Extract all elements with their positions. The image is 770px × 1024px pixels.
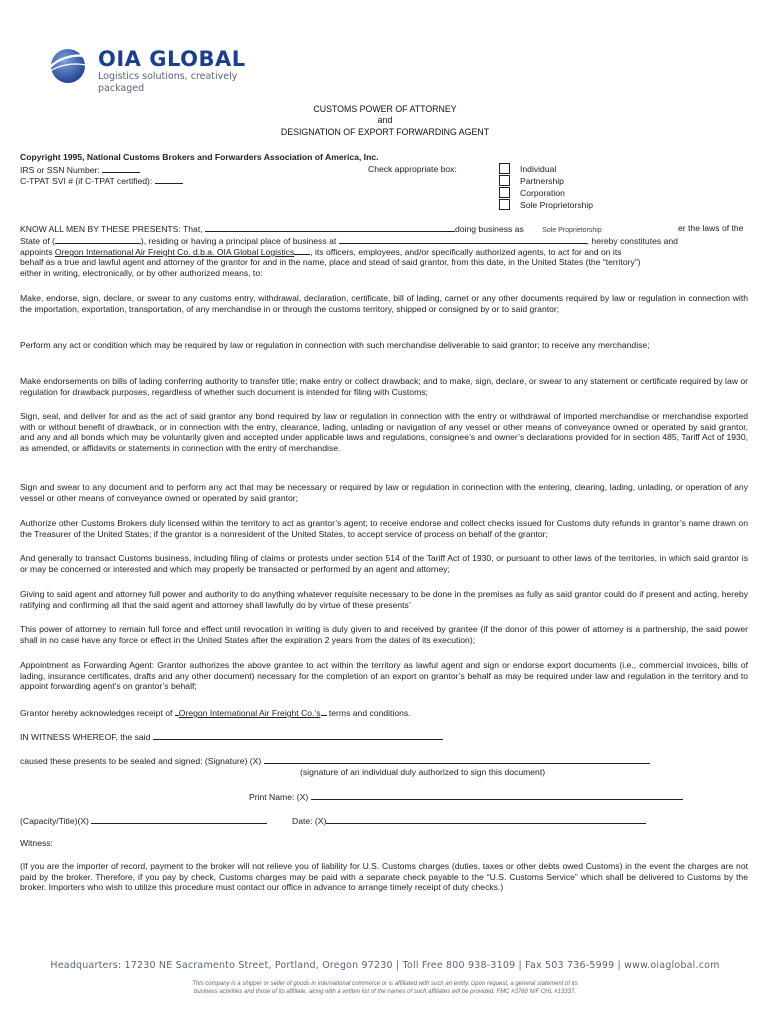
state-input-line[interactable] xyxy=(55,235,141,244)
acknowledge-line xyxy=(20,707,411,719)
importer-notice: (If you are the importer of record, payment to the broker will not relieve you of liability for U.S. Customs charges (duties, taxes or other debts owed Customs) in the event the charges are not paid by the broker. Therefore, if you pay by check, Customs charges may be paid with a separate check payable to the “U.S. Customs Service” which shall be delivered to Customs by the broker. Importers who wish to utilize this procedure must contact our office in advance to arrange timely receipt of duty checks.) xyxy=(20,861,748,893)
witness-label: Witness: xyxy=(20,838,53,848)
paragraph-customs-business: And generally to transact Customs business, including filing of claims or protests under section 514 of the Tariff Act of 1930, or pursuant to other laws of the territories, in which said grantor is or may be concerned or interested and which may properly be transacted or performed by an agent and attorney; xyxy=(20,553,748,574)
ack-line-tail xyxy=(321,707,327,716)
know-line-3 xyxy=(20,246,750,258)
capacity-line xyxy=(20,815,267,827)
laws-text: er the laws of the xyxy=(678,223,744,233)
print-name-label: Print Name: (X) xyxy=(249,792,309,802)
signature-line xyxy=(20,755,650,767)
paragraph-customs-entry: Make, endorse, sign, declare, or swear to any customs entry, withdrawal, declaration, certificate, bill of lading, carnet or any other documents required by law or regulation in connection with the importation, exportation, transportation, of any merchandise in or through the customs territory, shipped or consigned by or to said grantor; xyxy=(20,293,748,314)
date-label: Date: (X) xyxy=(292,816,327,826)
agent-name: Oregon International Air Freight Co. d.b.a. OIA Global Logistics xyxy=(54,247,295,257)
appoints-text: , its officers, employees, and/or specifically authorized agents, to act for and on its xyxy=(310,247,622,257)
checkbox-individual[interactable] xyxy=(499,163,510,174)
witness-whereof-line xyxy=(20,731,443,743)
know-line-2 xyxy=(20,235,750,247)
checkbox-corporation[interactable] xyxy=(499,187,510,198)
capacity-input-line[interactable] xyxy=(91,815,267,824)
dba-label: doing business as xyxy=(455,224,524,234)
constitutes-text: , hereby constitutes and xyxy=(586,236,678,246)
brand-tagline: Logistics solutions, creatively packaged xyxy=(98,71,238,94)
checkbox-sole-proprietorship[interactable] xyxy=(499,199,510,210)
footer-fineprint-1: This company is a shipper or seller of goods in international commerce or is affiliated with such an entity. Upon request, a general statement of its xyxy=(192,981,578,987)
paragraph-perform-act: Perform any act or condition which may be required by law or regulation in connection with such merchandise deliverable to said grantor; to receive any merchandise; xyxy=(20,340,650,350)
option-sole-proprietorship: Sole Proprietorship xyxy=(520,200,594,210)
globe-icon xyxy=(44,44,92,88)
irs-label: IRS or SSN Number: xyxy=(20,165,100,175)
check-label: Check appropriate box: xyxy=(368,164,457,174)
date-line xyxy=(292,815,646,827)
witness-whereof-text: IN WITNESS WHEREOF, the said xyxy=(20,732,151,742)
know-line-5: either in writing, electronically, or by other authorized means, to: xyxy=(20,268,263,278)
copyright-line: Copyright 1995, National Customs Brokers and Forwarders Association of America, Inc. xyxy=(20,152,379,162)
paragraph-bonds: Sign, seal, and deliver for and as the act of said grantor any bond required by law or regulation in connection with the entry or withdrawal of imported merchandise or merchandise exported with or without benefit of drawback, or in connection with the entry, clearance, lading, unlading or navigation of any vessel or other means of conveyance owned or operated by said grantor, and any and all bonds which may be voluntarily given and accepted under applicable laws and regulations, consignee’s and owner’s declarations provided for in section 485, Tariff Act of 1930, as amended, or affidavits or statements in connection with the entry of merchandise. xyxy=(20,411,748,453)
state-label: State of ( xyxy=(20,236,55,246)
signature-input-line[interactable] xyxy=(264,755,650,764)
address-input-line[interactable] xyxy=(339,235,587,244)
company-logo xyxy=(44,44,284,94)
caused-text: caused these presents to be sealed and signed: (Signature) (X) xyxy=(20,756,262,766)
paragraph-full-power: Giving to said agent and attorney full power and authority to do anything whatever requisite necessary to be done in the premises as fully as said grantor could do if present and acting, hereby ratifying and confirming all that the said agent and attorney shall lawfully do by virtue of these presents’ xyxy=(20,589,748,610)
know-intro: KNOW ALL MEN BY THESE PRESENTS: That, xyxy=(20,224,203,234)
signature-note: (signature of an individual duly authorized to sign this document) xyxy=(300,767,546,777)
print-name-input-line[interactable] xyxy=(311,791,683,800)
grantor-name-line[interactable] xyxy=(205,223,455,232)
ctpat-field[interactable] xyxy=(20,175,183,187)
irs-input-line[interactable] xyxy=(102,164,140,173)
brand-name: OIA GLOBAL xyxy=(98,47,246,71)
doc-title-and: and xyxy=(377,115,393,125)
know-line-4: behalf as a true and lawful agent and attorney of the grantor for and in the name, place and stead of said grantor, from this date, in the United States (the “territory”) xyxy=(20,257,641,267)
doc-subtitle: DESIGNATION OF EXPORT FORWARDING AGENT xyxy=(280,127,490,137)
checkbox-partnership[interactable] xyxy=(499,175,510,186)
terms-text: terms and conditions. xyxy=(328,708,411,718)
dba-value[interactable]: Sole Proprietorship xyxy=(542,227,602,234)
irs-field[interactable] xyxy=(20,164,140,176)
option-partnership: Partnership xyxy=(520,176,564,186)
appoints-label: appoints xyxy=(20,247,53,257)
ctpat-input-line[interactable] xyxy=(155,175,183,184)
grantor-signature-name-line[interactable] xyxy=(153,731,443,740)
agent-line-tail xyxy=(294,246,310,255)
paragraph-forwarding-agent: Appointment as Forwarding Agent: Grantor authorizes the above grantee to act within the territory as lawful agent and sign or endorse export documents (i.e., commercial invoices, bills of lading, insurance certificates, drafts and any other document) necessary for the completion of an export on grantor’s behalf as may be required under law and regulation in the territory and to appoint forwarding agent’s on grantor’s behalf; xyxy=(20,660,748,692)
footer-fineprint-2: business activities and those of its affiliate, along with a written list of the names of such affiliates will be provided. FMC #3760 N/F CHL #13337. xyxy=(194,989,576,995)
footer-headquarters: Headquarters: 17230 NE Sacramento Street, Portland, Oregon 97230 | Toll Free 800 938-3109 | Fax 503 736-5999 | www.oiaglobal.com xyxy=(50,960,720,971)
capacity-label: (Capacity/Title)(X) xyxy=(20,816,89,826)
acknowledge-text: Grantor hereby acknowledges receipt of xyxy=(20,708,173,718)
paragraph-endorsements: Make endorsements on bills of lading conferring authority to transfer title; make entry or collect drawback; and to make, sign, declare, or swear to any statement or certificate required by law or regulation for drawback purposes, regardless of whether such document is intended for filing with Customs; xyxy=(20,376,748,397)
ctpat-label: C-TPAT SVI # (if C-TPAT certified): xyxy=(20,176,153,186)
print-name-line xyxy=(249,791,683,803)
acknowledge-company: Oregon International Air Freight Co.’s xyxy=(178,708,321,718)
residing-text: ), residing or having a principal place of business at xyxy=(140,236,337,246)
option-individual: Individual xyxy=(520,164,557,174)
paragraph-brokers: Authorize other Customs Brokers duly licensed within the territory to act as grantor’s agent; to receive endorse and collect checks issued for Customs duty refunds in grantor’s name drawn on the Treasurer of the United States; if the grantor is a nonresident of the United States, to accept service of process on behalf of the grantor; xyxy=(20,518,748,539)
paragraph-vessel: Sign and swear to any document and to perform any act that may be necessary or required by law or regulation in connection with the entering, clearing, lading, unlading, or operation of any vessel or other means of conveyance owned or operated by said grantor; xyxy=(20,482,748,503)
paragraph-revocation: This power of attorney to remain full force and effect until revocation in writing is duly given to and received by grantee (if the donor of this power of attorney is a partnership, the said power shall in no case have any force or effect in the United States after the expiration 2 years from the dates of its execution); xyxy=(20,624,748,645)
date-input-line[interactable] xyxy=(326,815,646,824)
option-corporation: Corporation xyxy=(520,188,565,198)
doc-title: CUSTOMS POWER OF ATTORNEY xyxy=(313,104,457,114)
